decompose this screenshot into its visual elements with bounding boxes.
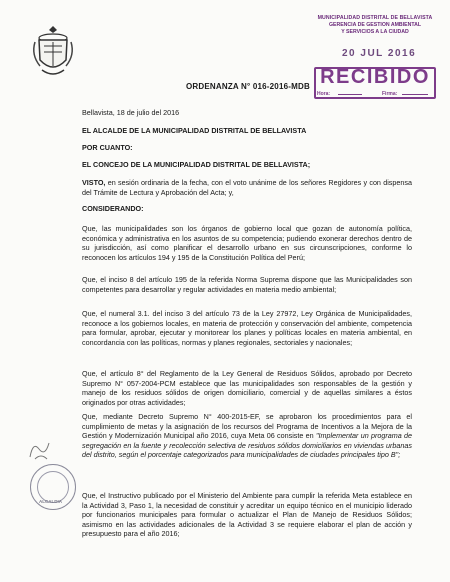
stamp-services: Y SERVICIOS A LA CIUDAD bbox=[341, 29, 409, 35]
document-title: ORDENANZA N° 016-2016-MDB bbox=[186, 82, 310, 91]
paragraph-5-text: Que, mediante Decreto Supremo N° 400-2015-EF, se aprobaron los procedimientos para el cumplimiento de metas y la asignación de los recursos del Programa de Incentivos a la Mejora de la Gestión y Modernización Municipal año 2016, cuya Meta 06 consiste en bbox=[82, 412, 412, 441]
visto-paragraph bbox=[82, 178, 412, 197]
paragraph-5-quote: "Implementar un programa de segregación en la fuente y recolección selectiva de residuos sólidos domiciliarios en viviendas urbanas del distrito, según el porcentaje categorizados para municipalidades de ciudades principales tipo B"; bbox=[82, 431, 412, 460]
alcaldia-seal bbox=[30, 464, 76, 510]
visto-label: VISTO, bbox=[82, 178, 106, 187]
place-date: Bellavista, 18 de julio del 2016 bbox=[82, 108, 180, 117]
paragraph-5 bbox=[82, 412, 412, 460]
municipal-crest-icon bbox=[30, 20, 76, 82]
stamp-hora-label: Hora: bbox=[317, 91, 331, 97]
stamp-firma-label: Firma: bbox=[382, 91, 398, 97]
received-stamp bbox=[310, 15, 440, 103]
paragraph-6: Que, el Instructivo publicado por el Ministerio del Ambiente para cumplir la referida Meta establece en la Actividad 3, Paso 1, la necesidad de constituir y acreditar un equipo técnico en el municipio liderado por funcionarios municipales para formular o actualizar el Plan de Manejo de Residuos Sólidos; asimismo en las actividades adicionales de la Actividad 3 se requiere elaborar el plan de acción y presupuesto para el año 2016; bbox=[82, 491, 412, 539]
paragraph-4: Que, el artículo 8° del Reglamento de la Ley General de Residuos Sólidos, aprobado por Decreto Supremo N° 057-2004-PCM establece que las municipalidades son responsables de la gestión y manejo de los residuos sólidos de origen domiciliario, comercial y de aquellas similares a éstos originados por otras actividades; bbox=[82, 369, 412, 407]
handwritten-signature-icon bbox=[27, 437, 53, 463]
seal-text: ALCALDIA bbox=[39, 499, 62, 504]
stamp-firma-signature bbox=[402, 88, 428, 95]
por-cuanto-heading: POR CUANTO: bbox=[82, 143, 133, 152]
visto-text: en sesión ordinaria de la fecha, con el voto unánime de los señores Regidores y con dispensa del Trámite de Lectura y Aprobación del Acta; y, bbox=[82, 178, 412, 197]
stamp-hora-signature bbox=[338, 88, 362, 95]
paragraph-2: Que, el inciso 8 del artículo 195 de la referida Norma Suprema dispone que las Municipalidades son competentes para desarrollar y regular actividades en materia medio ambiental; bbox=[82, 275, 412, 294]
considerando-heading: CONSIDERANDO: bbox=[82, 204, 144, 213]
paragraph-1: Que, las municipalidades son los órganos de gobierno local que gozan de autonomía política, económica y administrativa en los asuntos de su competencia; pudiendo exonerar derechos dentro de su jurisdicción, así como planificar el desarrollo urbano en sus circunscripciones, conforme lo reconocen los artículos 194 y 195 de la Constitución Política del Perú; bbox=[82, 224, 412, 262]
stamp-department: GERENCIA DE GESTION AMBIENTAL bbox=[328, 22, 422, 28]
stamp-status: RECIBIDO bbox=[320, 66, 430, 88]
stamp-date: 20 JUL 2016 bbox=[342, 48, 417, 59]
alcalde-heading: EL ALCALDE DE LA MUNICIPALIDAD DISTRITAL DE BELLAVISTA bbox=[82, 126, 307, 135]
paragraph-3: Que, el numeral 3.1. del inciso 3 del artículo 73 de la Ley 27972, Ley Orgánica de Municipalidades, reconoce a los gobiernos locales, en materia de protección y conservación del ambiente, competencia para formular, aprobar, ejecutar y monitorear los planes y políticas locales en materia ambiental, en concordancia con las políticas, normas y planes regionales, sectoriales y nacionales; bbox=[82, 309, 412, 347]
stamp-office: MUNICIPALIDAD DISTRITAL DE BELLAVISTA bbox=[317, 15, 433, 21]
concejo-heading: EL CONCEJO DE LA MUNICIPALIDAD DISTRITAL DE BELLAVISTA; bbox=[82, 160, 311, 169]
